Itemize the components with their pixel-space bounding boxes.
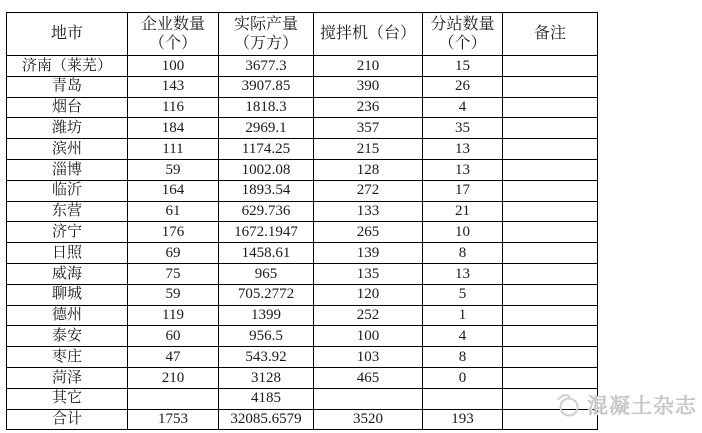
table-row xyxy=(7,243,598,264)
cell-substation-count: 8 xyxy=(423,243,503,264)
cell-enterprise-count: 111 xyxy=(128,139,219,160)
cell-remark xyxy=(503,159,598,180)
column-header xyxy=(219,13,314,56)
cell-substation-count: 15 xyxy=(423,56,503,77)
cell-mixer-count: 357 xyxy=(314,118,423,139)
cell-city: 菏泽 xyxy=(7,367,128,388)
cell-mixer-count: 135 xyxy=(314,263,423,284)
cell-mixer-count: 265 xyxy=(314,222,423,243)
cell-remark xyxy=(503,388,598,409)
table-row xyxy=(7,159,598,180)
cell-enterprise-count: 116 xyxy=(128,97,219,118)
cell-enterprise-count xyxy=(128,388,219,409)
cell-substation-count: 4 xyxy=(423,97,503,118)
cell-mixer-count: 128 xyxy=(314,159,423,180)
cell-mixer-count: 103 xyxy=(314,347,423,368)
cell-remark xyxy=(503,97,598,118)
cell-enterprise-count: 119 xyxy=(128,305,219,326)
cell-city: 滨州 xyxy=(7,139,128,160)
cell-enterprise-count: 100 xyxy=(128,56,219,77)
cell-remark xyxy=(503,56,598,77)
cell-enterprise-count: 210 xyxy=(128,367,219,388)
table-row xyxy=(7,180,598,201)
cell-enterprise-count: 59 xyxy=(128,284,219,305)
cell-substation-count: 10 xyxy=(423,222,503,243)
cell-city: 烟台 xyxy=(7,97,128,118)
cell-mixer-count xyxy=(314,388,423,409)
cell-city: 淄博 xyxy=(7,159,128,180)
table-row xyxy=(7,388,598,409)
city-statistics-table xyxy=(6,12,598,430)
cell-enterprise-count: 75 xyxy=(128,263,219,284)
cell-remark xyxy=(503,118,598,139)
cell-city: 聊城 xyxy=(7,284,128,305)
cell-enterprise-count: 59 xyxy=(128,159,219,180)
cell-enterprise-count: 61 xyxy=(128,201,219,222)
column-header xyxy=(7,13,128,56)
column-header-line1: 企业数量 xyxy=(140,15,205,33)
cell-enterprise-count: 176 xyxy=(128,222,219,243)
cell-substation-count xyxy=(423,388,503,409)
cell-substation-count: 8 xyxy=(423,347,503,368)
cell-city: 临沂 xyxy=(7,180,128,201)
table-row xyxy=(7,326,598,347)
cell-actual-output: 1002.08 xyxy=(219,159,314,180)
cell-actual-output: 543.92 xyxy=(219,347,314,368)
cell-mixer-count: 272 xyxy=(314,180,423,201)
cell-mixer-count: 465 xyxy=(314,367,423,388)
column-header-line1: 地市 xyxy=(50,25,83,43)
cell-city: 济南（莱芜） xyxy=(7,56,128,77)
cell-remark xyxy=(503,263,598,284)
cell-remark xyxy=(503,347,598,368)
cell-city: 其它 xyxy=(7,388,128,409)
cell-enterprise-count: 47 xyxy=(128,347,219,368)
cell-city: 青岛 xyxy=(7,76,128,97)
column-header xyxy=(423,13,503,56)
table-row xyxy=(7,76,598,97)
cell-actual-output: 1672.1947 xyxy=(219,222,314,243)
cell-substation-count: 13 xyxy=(423,159,503,180)
cell-actual-output: 1893.54 xyxy=(219,180,314,201)
cell-remark xyxy=(503,326,598,347)
cell-substation-count: 26 xyxy=(423,76,503,97)
column-header-line2: （个） xyxy=(148,35,197,52)
table-row xyxy=(7,97,598,118)
table-row xyxy=(7,367,598,388)
cell-actual-output: 4185 xyxy=(219,388,314,409)
column-header-line1: 分站数量 xyxy=(430,15,495,33)
cell-remark xyxy=(503,180,598,201)
cell-city: 德州 xyxy=(7,305,128,326)
cell-mixer-count: 215 xyxy=(314,139,423,160)
cell-actual-output: 3907.85 xyxy=(219,76,314,97)
cell-actual-output: 1399 xyxy=(219,305,314,326)
cell-mixer-count: 100 xyxy=(314,326,423,347)
cell-city: 枣庄 xyxy=(7,347,128,368)
cell-substation-count: 17 xyxy=(423,180,503,201)
cell-actual-output: 705.2772 xyxy=(219,284,314,305)
cell-remark xyxy=(503,243,598,264)
cell-city: 济宁 xyxy=(7,222,128,243)
column-header-line1: 搅拌机（台） xyxy=(319,25,416,43)
watermark-text: 混凝土杂志 xyxy=(587,394,697,418)
cell-mixer-count: 252 xyxy=(314,305,423,326)
cell-substation-count: 0 xyxy=(423,367,503,388)
cell-substation-count: 21 xyxy=(423,201,503,222)
cell-actual-output: 1174.25 xyxy=(219,139,314,160)
column-header-line2: （万方） xyxy=(233,35,298,52)
table-row xyxy=(7,139,598,160)
cell-city: 威海 xyxy=(7,263,128,284)
cell-enterprise-count: 69 xyxy=(128,243,219,264)
cell-remark xyxy=(503,76,598,97)
table-row xyxy=(7,263,598,284)
column-header xyxy=(314,13,423,56)
cell-actual-output: 1818.3 xyxy=(219,97,314,118)
cell-remark xyxy=(503,139,598,160)
cell-mixer-count: 3520 xyxy=(314,409,423,430)
cell-substation-count: 193 xyxy=(423,409,503,430)
cell-remark xyxy=(503,409,598,430)
column-header xyxy=(503,13,598,56)
cell-remark xyxy=(503,222,598,243)
cell-actual-output: 629.736 xyxy=(219,201,314,222)
table-row xyxy=(7,222,598,243)
table-row xyxy=(7,347,598,368)
cell-mixer-count: 139 xyxy=(314,243,423,264)
cell-enterprise-count: 164 xyxy=(128,180,219,201)
cell-remark xyxy=(503,201,598,222)
table-row xyxy=(7,284,598,305)
cell-actual-output: 3128 xyxy=(219,367,314,388)
column-header xyxy=(128,13,219,56)
cell-substation-count: 35 xyxy=(423,118,503,139)
column-header-line1: 备注 xyxy=(533,25,566,43)
cell-city: 泰安 xyxy=(7,326,128,347)
cell-mixer-count: 210 xyxy=(314,56,423,77)
cell-city: 日照 xyxy=(7,243,128,264)
cell-actual-output: 1458.61 xyxy=(219,243,314,264)
cell-remark xyxy=(503,367,598,388)
cell-mixer-count: 133 xyxy=(314,201,423,222)
table-row xyxy=(7,305,598,326)
cell-substation-count: 13 xyxy=(423,139,503,160)
table-row xyxy=(7,118,598,139)
table-row xyxy=(7,409,598,430)
cell-substation-count: 5 xyxy=(423,284,503,305)
cell-substation-count: 4 xyxy=(423,326,503,347)
cell-enterprise-count: 143 xyxy=(128,76,219,97)
cell-actual-output: 2969.1 xyxy=(219,118,314,139)
cell-city: 潍坊 xyxy=(7,118,128,139)
cell-actual-output: 3677.3 xyxy=(219,56,314,77)
cell-city: 合计 xyxy=(7,409,128,430)
cell-enterprise-count: 184 xyxy=(128,118,219,139)
table-row xyxy=(7,56,598,77)
column-header-line2: （个） xyxy=(438,35,487,52)
cell-remark xyxy=(503,305,598,326)
cell-substation-count: 13 xyxy=(423,263,503,284)
cell-city: 东营 xyxy=(7,201,128,222)
cell-actual-output: 965 xyxy=(219,263,314,284)
table-row xyxy=(7,201,598,222)
cell-mixer-count: 390 xyxy=(314,76,423,97)
cell-mixer-count: 120 xyxy=(314,284,423,305)
cell-enterprise-count: 60 xyxy=(128,326,219,347)
cell-remark xyxy=(503,284,598,305)
cell-actual-output: 32085.6579 xyxy=(219,409,314,430)
cell-enterprise-count: 1753 xyxy=(128,409,219,430)
header-row xyxy=(7,13,598,56)
cell-mixer-count: 236 xyxy=(314,97,423,118)
cell-substation-count: 1 xyxy=(423,305,503,326)
cell-actual-output: 956.5 xyxy=(219,326,314,347)
column-header-line1: 实际产量 xyxy=(233,15,298,33)
